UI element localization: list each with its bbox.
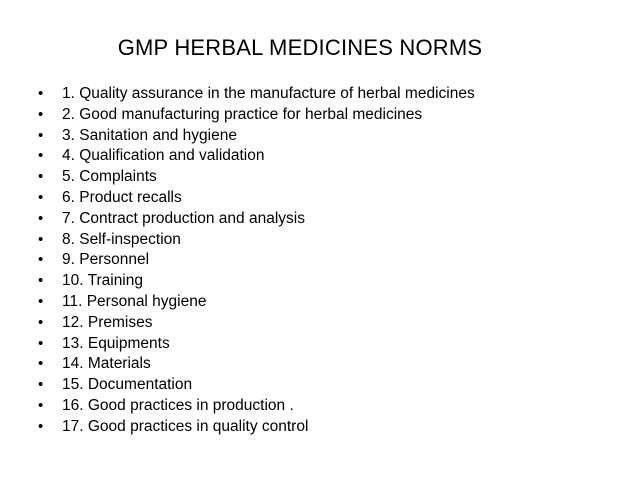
list-item-text: 8. Self-inspection [62,230,181,248]
bullet-icon: • [38,292,44,310]
bullet-icon: • [38,313,44,331]
list-item-text: 13. Equipments [62,334,170,352]
list-item [38,146,475,167]
list-item-text: 15. Documentation [62,376,193,394]
list-item-text: 16. Good practices in production . [62,396,294,414]
bullet-icon: • [38,105,44,123]
bullet-icon: • [38,396,44,414]
bullet-icon: • [38,417,44,435]
list-item-text: 11. Personal hygiene [62,292,207,310]
list-item-text: 6. Product recalls [62,188,182,206]
bullet-icon: • [38,147,44,165]
list-item-text: 2. Good manufacturing practice for herbal medicines [62,105,423,123]
list-item [38,375,475,396]
list-item-text: 7. Contract production and analysis [62,209,305,227]
list-item-text: 5. Complaints [62,168,157,186]
list-item [38,354,475,375]
list-item [38,230,475,251]
list-item-text: 3. Sanitation and hygiene [62,126,237,144]
list-item [38,188,475,209]
list-item [38,105,475,126]
list-item [38,396,475,417]
bullet-icon: • [38,334,44,352]
bullet-icon: • [38,230,44,248]
list-item [38,417,475,438]
list-item [38,126,475,147]
bullet-icon: • [38,376,44,394]
list-item-text: 10. Training [62,272,143,290]
list-item-text: 9. Personnel [62,251,150,269]
list-item [38,167,475,188]
bullet-icon: • [38,188,44,206]
list-item [38,334,475,355]
list-item-text: 1. Quality assurance in the manufacture of herbal medicines [62,85,475,102]
slide-title: GMP HERBAL MEDICINES NORMS [117,35,483,60]
list-item [38,271,475,292]
list-item [38,209,475,230]
list-item [38,84,475,105]
bullet-icon: • [38,168,44,186]
list-item [38,292,475,313]
list-item [38,250,475,271]
bullet-icon: • [38,272,44,290]
list-item-text: 12. Premises [62,313,153,331]
bullet-icon: • [38,85,44,102]
list-item-text: 4. Qualification and validation [62,147,265,165]
bullet-icon: • [38,209,44,227]
list-item [38,313,475,334]
bullet-icon: • [38,126,44,144]
bullet-icon: • [38,355,44,373]
list-item-text: 14. Materials [62,355,151,373]
list-item-text: 17. Good practices in quality control [62,417,309,435]
bullet-icon: • [38,251,44,269]
norms-list [38,84,475,438]
